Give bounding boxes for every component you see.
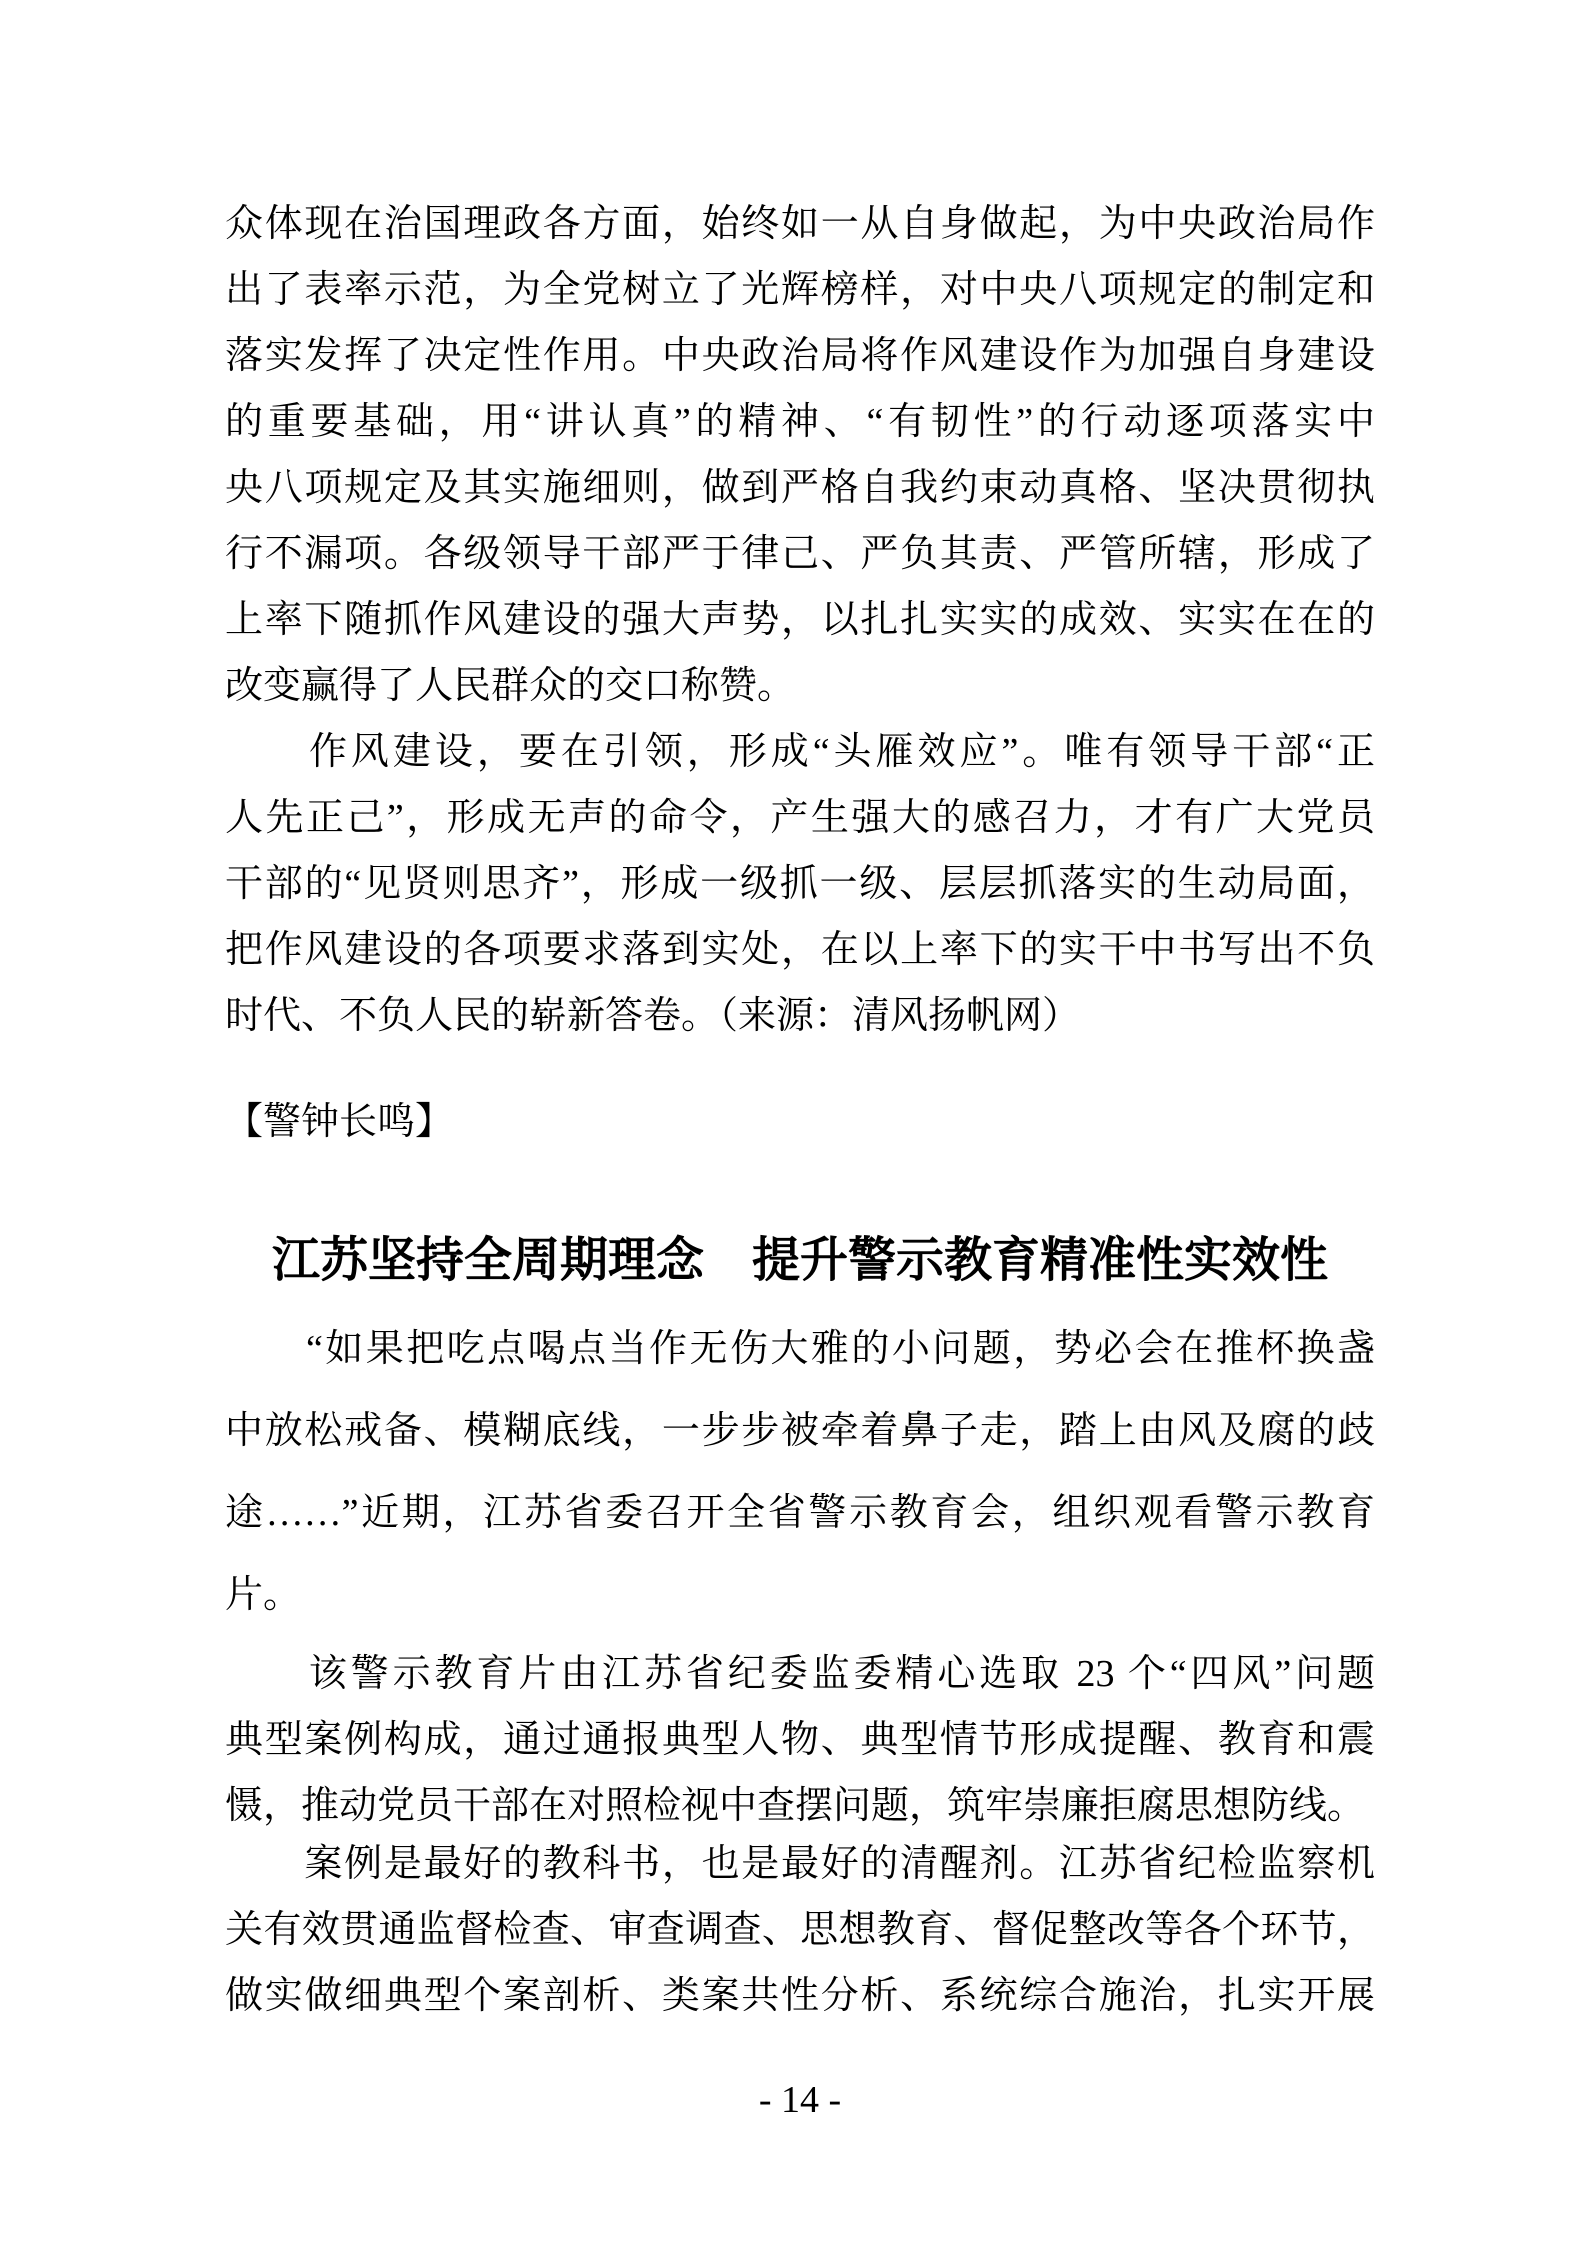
text-line: 典型案例构成，通过通报典型人物、典型情节形成提醒、教育和震 xyxy=(225,1719,1375,1761)
text-line: 行不漏项。各级领导干部严于律己、严负其责、严管所辖，形成了 xyxy=(225,533,1375,575)
text-line: 央八项规定及其实施细则，做到严格自我约束动真格、坚决贯彻执 xyxy=(225,467,1375,509)
text-line: 作风建设，要在引领，形成“头雁效应”。唯有领导干部“正 xyxy=(225,731,1375,773)
text-line: 改变赢得了人民群众的交口称赞。 xyxy=(225,665,796,707)
text-line: 干部的“见贤则思齐”，形成一级抓一级、层层抓落实的生动局面， xyxy=(225,863,1375,905)
text-line: 把作风建设的各项要求落到实处，在以上率下的实干中书写出不负 xyxy=(225,929,1375,971)
page-number: - 14 - xyxy=(758,2079,842,2121)
paragraph xyxy=(225,719,1375,1049)
document-content xyxy=(225,191,1375,2029)
text-line: 众体现在治国理政各方面，始终如一从自身做起，为中央政治局作 xyxy=(225,203,1375,245)
section-label: 【警钟长鸣】 xyxy=(225,1101,454,1143)
text-line: 做实做细典型个案剖析、类案共性分析、系统综合施治，扎实开展 xyxy=(225,1975,1375,2017)
text-line: “如果把吃点喝点当作无伤大雅的小问题，势必会在推杯换盏 xyxy=(225,1328,1375,1370)
paragraph xyxy=(225,1641,1375,1839)
text-line: 途……”近期，江苏省委召开全省警示教育会，组织观看警示教育 xyxy=(225,1492,1375,1534)
text-line: 上率下随抓作风建设的强大声势，以扎扎实实的成效、实实在在的 xyxy=(225,599,1375,641)
text-line: 案例是最好的教科书，也是最好的清醒剂。江苏省纪检监察机 xyxy=(225,1843,1375,1885)
text-line: 出了表率示范，为全党树立了光辉榜样，对中央八项规定的制定和 xyxy=(225,269,1375,311)
text-line: 中放松戒备、模糊底线，一步步被牵着鼻子走，踏上由风及腐的歧 xyxy=(225,1410,1375,1452)
text-line: 慑，推动党员干部在对照检视中查摆问题，筑牢崇廉拒腐思想防线。 xyxy=(225,1785,1366,1827)
article-title: 江苏坚持全周期理念 提升警示教育精准性实效性 xyxy=(271,1234,1328,1287)
text-line: 关有效贯通监督检查、审查调查、思想教育、督促整改等各个环节， xyxy=(225,1909,1375,1951)
paragraph xyxy=(225,1308,1375,1636)
paragraph xyxy=(225,1831,1375,2029)
text-line: 该警示教育片由江苏省纪委监委精心选取 23 个“四风”问题 xyxy=(225,1653,1375,1695)
text-line: 时代、不负人民的崭新答卷。（来源：清风扬帆网） xyxy=(225,995,1081,1037)
text-line: 落实发挥了决定性作用。中央政治局将作风建设作为加强自身建设 xyxy=(225,335,1375,377)
text-line: 片。 xyxy=(225,1574,302,1616)
paragraph xyxy=(225,191,1375,719)
text-line: 的重要基础，用“讲认真”的精神、“有韧性”的行动逐项落实中 xyxy=(225,401,1375,443)
text-line: 人先正己”，形成无声的命令，产生强大的感召力，才有广大党员 xyxy=(225,797,1375,839)
